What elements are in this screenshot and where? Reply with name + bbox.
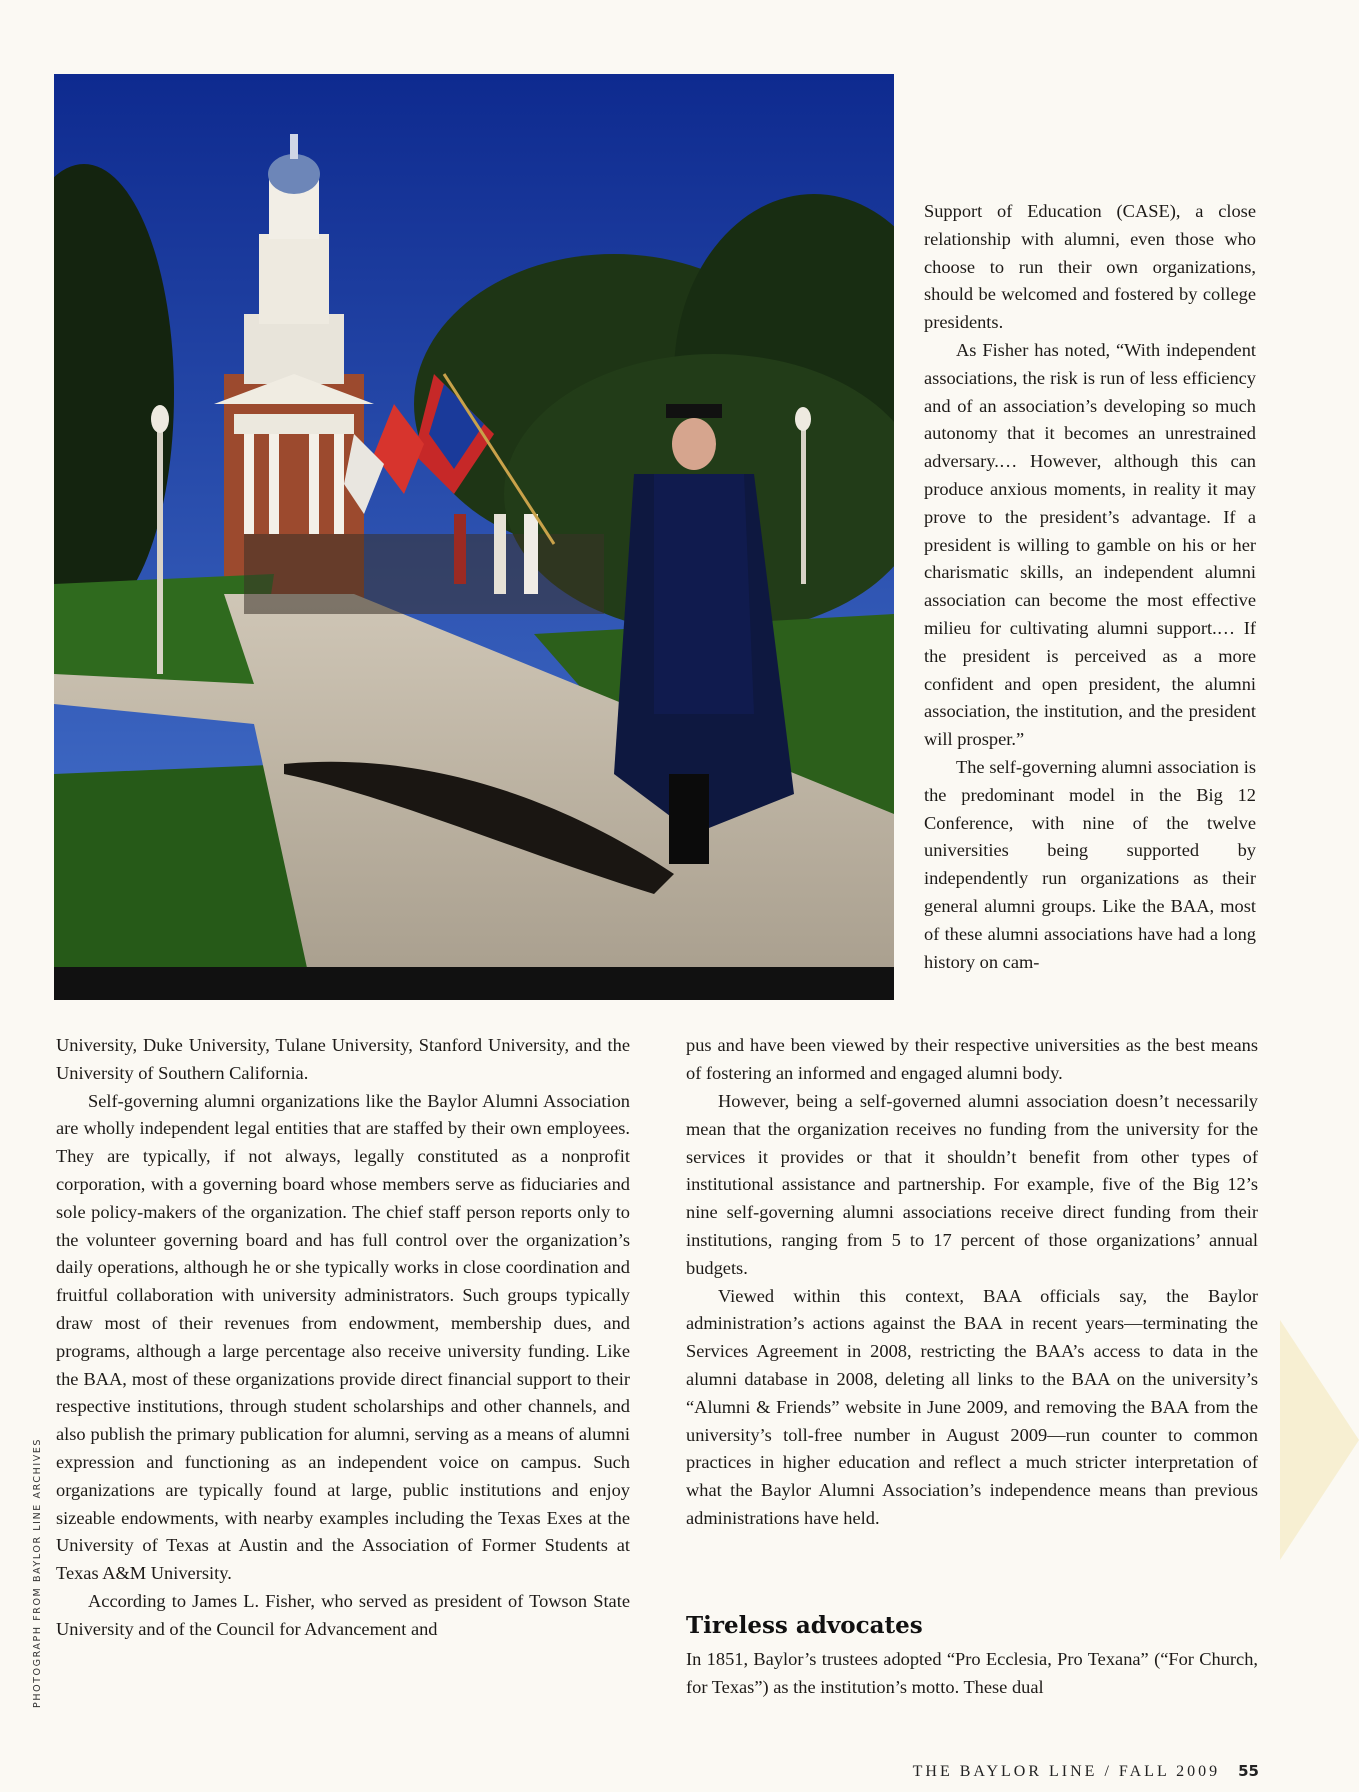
page-footer [913,1762,1259,1781]
paragraph: In 1851, Baylor’s trustees adopted “Pro Ecclesia, Pro Texana” (“For Church, for Texas”) as the institution’s motto. These dual [686,1649,1258,1697]
paragraph: Support of Education (CASE), a close relationship with alumni, even those who choose to run their own organizations, should be welcomed and fostered by college presidents. [924,201,1256,333]
publication-name: THE BAYLOR LINE / FALL 2009 [912,1763,1221,1780]
paragraph: According to James L. Fisher, who served as president of Towson State University and of the Council for Advancement and [56,1590,630,1639]
photo-credit: PHOTOGRAPH FROM BAYLOR LINE ARCHIVES [32,1437,43,1708]
right-column-text [686,1088,1258,1533]
section-heading: Tireless advocates [686,1612,923,1639]
procession-illustration [54,74,894,1000]
paragraph: pus and have been viewed by their respective universities as the best means of fostering an informed and engaged alumni body. [686,1035,1258,1083]
paragraph: Self-governing alumni organizations like the Baylor Alumni Association are wholly independent legal entities that are staffed by their own employees. They are typically, if not always, legally constituted as a nonprofit corporation, with a governing board whose members serve as fiduciaries and sole policy-makers of the organization. The chief staff person reports only to the volunteer governing board and has full control over the organization’s daily operations, although he or she typically works in close coordination and fruitful collaboration with university administrators. Such groups typically draw most of their revenues from endowment, membership dues, and programs, although a large percentage also receive university funding. Like the BAA, most of these organizations provide direct financial support to their respective institutions, through student scholarships and other channels, and also publish the primary publication for alumni, serving as a means of alumni expression and functioning as an independent voice on campus. Such organizations are typically found at large, public institutions and enjoy sizeable endowments, with nearby examples including the Texas Exes at the University of Texas at Austin and the Association of Former Students at Texas A&M University. [56,1090,630,1584]
paragraph: As Fisher has noted, “With independent associations, the risk is run of less efficiency and of an association’s developing so much autonomy that it becomes an unrestrained adversary.… However, although this can produce anxious moments, in reality it may prove to the president’s advantage. If a president is willing to gamble on his or her charismatic skills, an independent alumni association can become the most effective milieu for cultivating alumni support.… If the president is perceived as a more confident and open president, the alumni association, the institution, and the president will prosper.” [924,339,1256,750]
page-number: 55 [1238,1762,1259,1780]
paragraph: However, being a self-governed alumni association doesn’t necessarily mean that the organization receives no funding from the university for the services it provides or that it shouldn’t benefit from other types of institutional assistance and partnership. For example, five of the Big 12’s nine self-governing alumni associations receive direct funding from their institutions, ranging from 5 to 17 percent of those organizations’ annual budgets. [686,1091,1258,1278]
left-column-text [56,1032,630,1644]
right-column-top-text [924,198,1256,976]
paragraph: The self-governing alumni association is the predominant model in the Big 12 Conference, with nine of the twelve universities being supported by independently run organizations as their general alumni groups. Like the BAA, most of these alumni associations have had a long history on cam- [924,756,1256,972]
right-continuation-text [686,1032,1258,1088]
paragraph: Viewed within this context, BAA officials say, the Baylor administration’s actions against the BAA in recent years—terminating the Services Agreement in 2008, restricting the BAA’s access to data in the alumni database in 2008, deleting all links to the BAA on the university’s “Alumni & Friends” website in June 2009, and removing the BAA from the university’s toll-free number in August 2009—run counter to common practices in higher education and reflect a much stricter interpretation of what the Baylor Alumni Association’s independence means than previous administrations have held. [686,1285,1258,1528]
section-text [686,1646,1258,1702]
campus-procession-photo [54,74,894,1000]
page-accent-shape [1280,1320,1359,1560]
paragraph: University, Duke University, Tulane University, Stanford University, and the University of Southern California. [56,1035,630,1083]
